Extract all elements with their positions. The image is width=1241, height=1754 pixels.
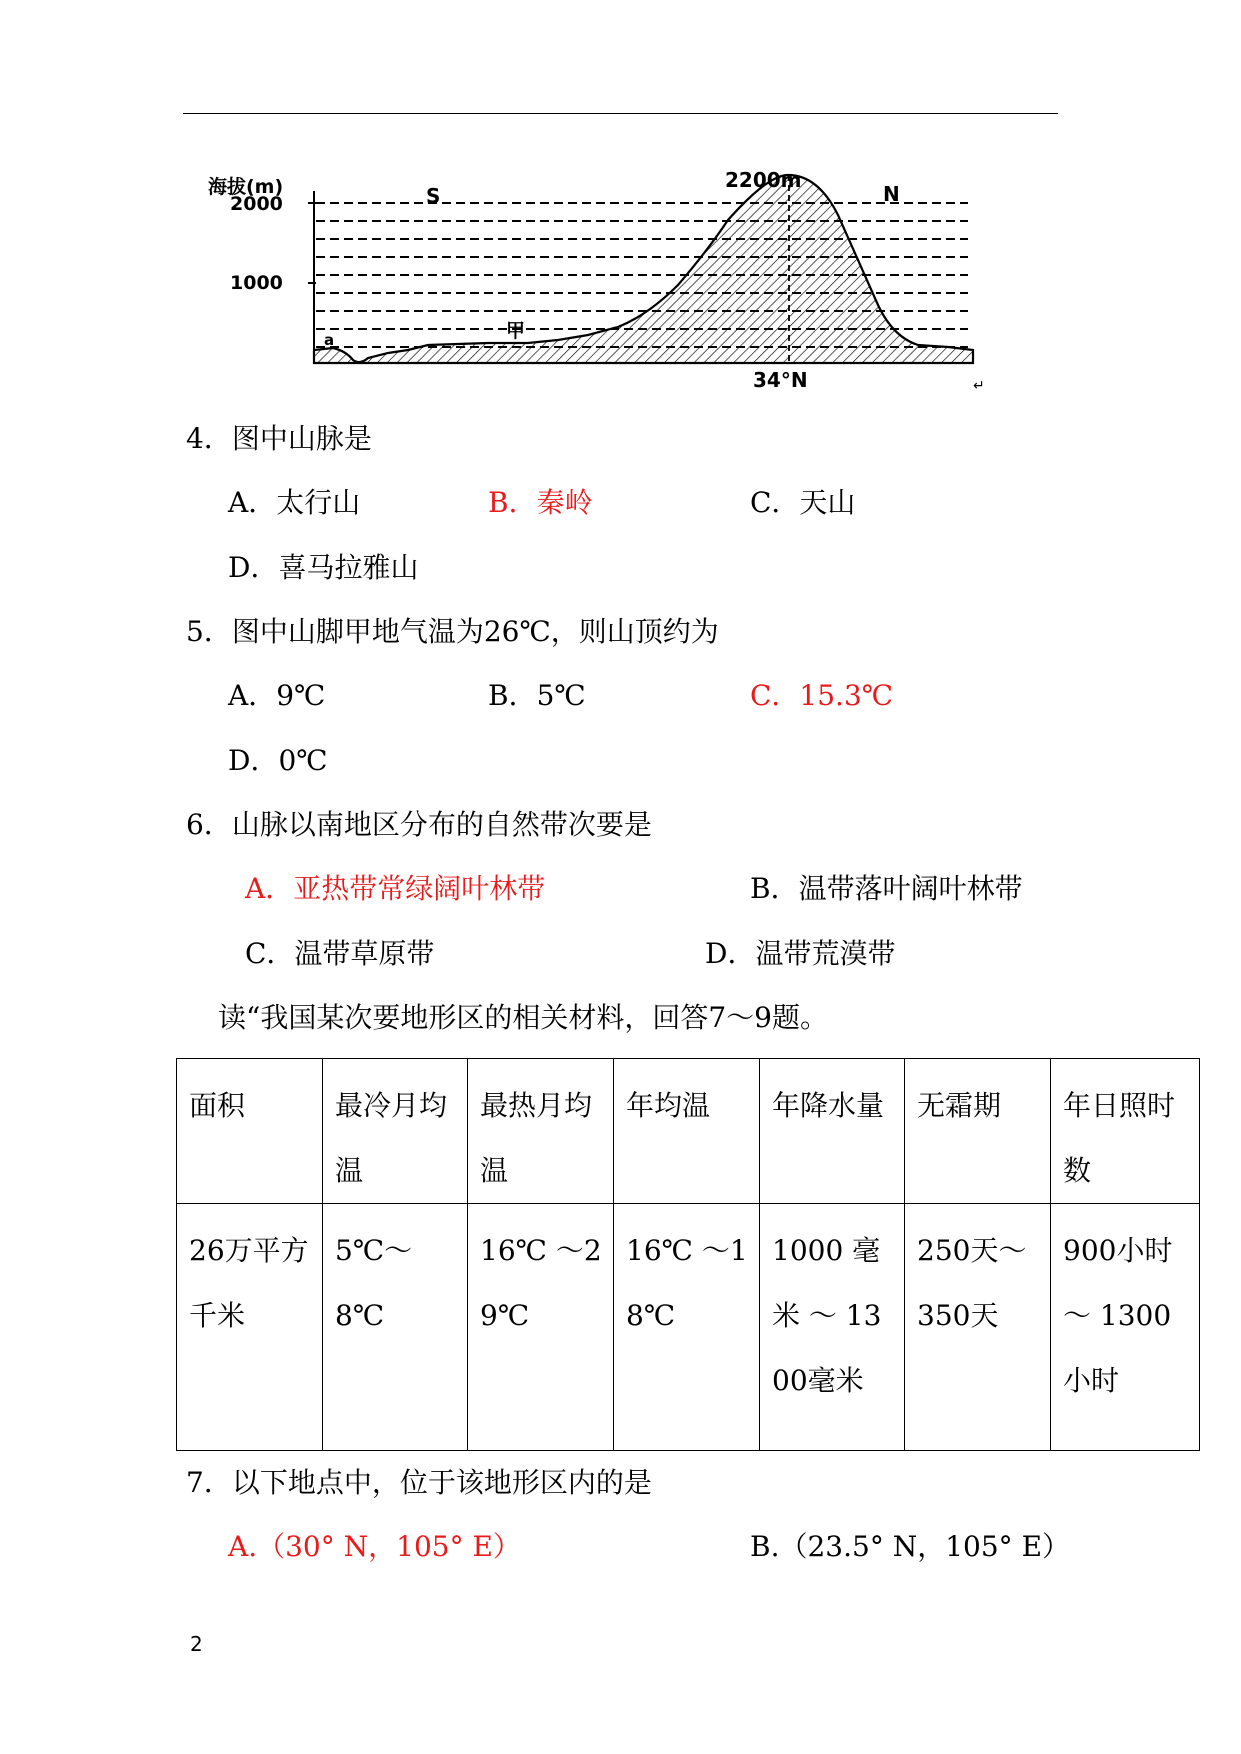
peak-elevation-label: 2200m <box>725 168 802 192</box>
table-cell: 16℃ ～29℃ <box>468 1204 614 1451</box>
q7-stem: 7．以下地点中，位于该地形区内的是 <box>186 1466 652 1499</box>
q5-option-c: C．15.3℃ <box>750 679 894 712</box>
q6-option-b: B．温带落叶阔叶林带 <box>750 872 1023 905</box>
q5-option-a: A．9℃ <box>228 679 326 712</box>
table-cell: 250天～350天 <box>905 1204 1051 1451</box>
q4-option-c: C．天山 <box>750 486 856 519</box>
table-cell: 5℃～8℃ <box>323 1204 468 1451</box>
table-intro: 读“我国某次要地形区的相关材料，回答7～9题。 <box>218 1001 828 1034</box>
header-rule <box>183 113 1058 114</box>
return-mark: ↵ <box>973 378 985 394</box>
elevation-profile-figure <box>208 165 988 405</box>
q6-option-d: D．温带荒漠带 <box>705 937 896 970</box>
table-header-cell: 最热月均温 <box>468 1059 614 1204</box>
y-axis-label: 海拔(m) <box>208 176 284 198</box>
table-header-cell: 年均温 <box>614 1059 760 1204</box>
point-jia-label: 甲 <box>506 320 526 342</box>
table-header-row <box>177 1059 1200 1204</box>
direction-south-label: S <box>426 184 441 208</box>
table-header-cell: 年降水量 <box>760 1059 905 1204</box>
table-cell: 16℃ ～18℃ <box>614 1204 760 1451</box>
q7-option-b: B.（23.5° N，105° E） <box>750 1530 1071 1563</box>
tick-label-1000: 1000 <box>230 272 283 294</box>
table-header-cell: 无霜期 <box>905 1059 1051 1204</box>
q4-option-a: A．太行山 <box>228 486 361 519</box>
table-row <box>177 1204 1200 1451</box>
table-cell: 26万平方千米 <box>177 1204 323 1451</box>
page-number: 2 <box>190 1632 203 1656</box>
q4-stem: 4．图中山脉是 <box>186 422 372 455</box>
table-header-cell: 面积 <box>177 1059 323 1204</box>
q6-stem: 6．山脉以南地区分布的自然带次要是 <box>186 808 652 841</box>
q5-stem: 5．图中山脚甲地气温为26℃，则山顶约为 <box>186 615 719 648</box>
q7-option-a: A.（30° N，105° E） <box>228 1530 521 1563</box>
q6-option-c: C．温带草原带 <box>245 937 435 970</box>
table-header-cell: 最冷月均温 <box>323 1059 468 1204</box>
q5-option-d: D．0℃ <box>228 744 328 777</box>
q4-option-d: D．喜马拉雅山 <box>228 551 419 584</box>
table-header-cell: 年日照时数 <box>1051 1059 1200 1204</box>
q4-option-b: B．秦岭 <box>488 486 593 519</box>
q6-option-a: A．亚热带常绿阔叶林带 <box>245 872 546 905</box>
tick-label-2000: 2000 <box>230 193 283 215</box>
point-a-label: a <box>324 331 335 349</box>
terrain-data-table <box>176 1058 1200 1451</box>
direction-north-label: N <box>883 182 900 206</box>
latitude-label: 34°N <box>753 368 808 392</box>
q5-option-b: B．5℃ <box>488 679 586 712</box>
table-cell: 900小时 ～ 1300小时 <box>1051 1204 1200 1451</box>
table-cell: 1000 毫米 ～ 1300毫米 <box>760 1204 905 1451</box>
